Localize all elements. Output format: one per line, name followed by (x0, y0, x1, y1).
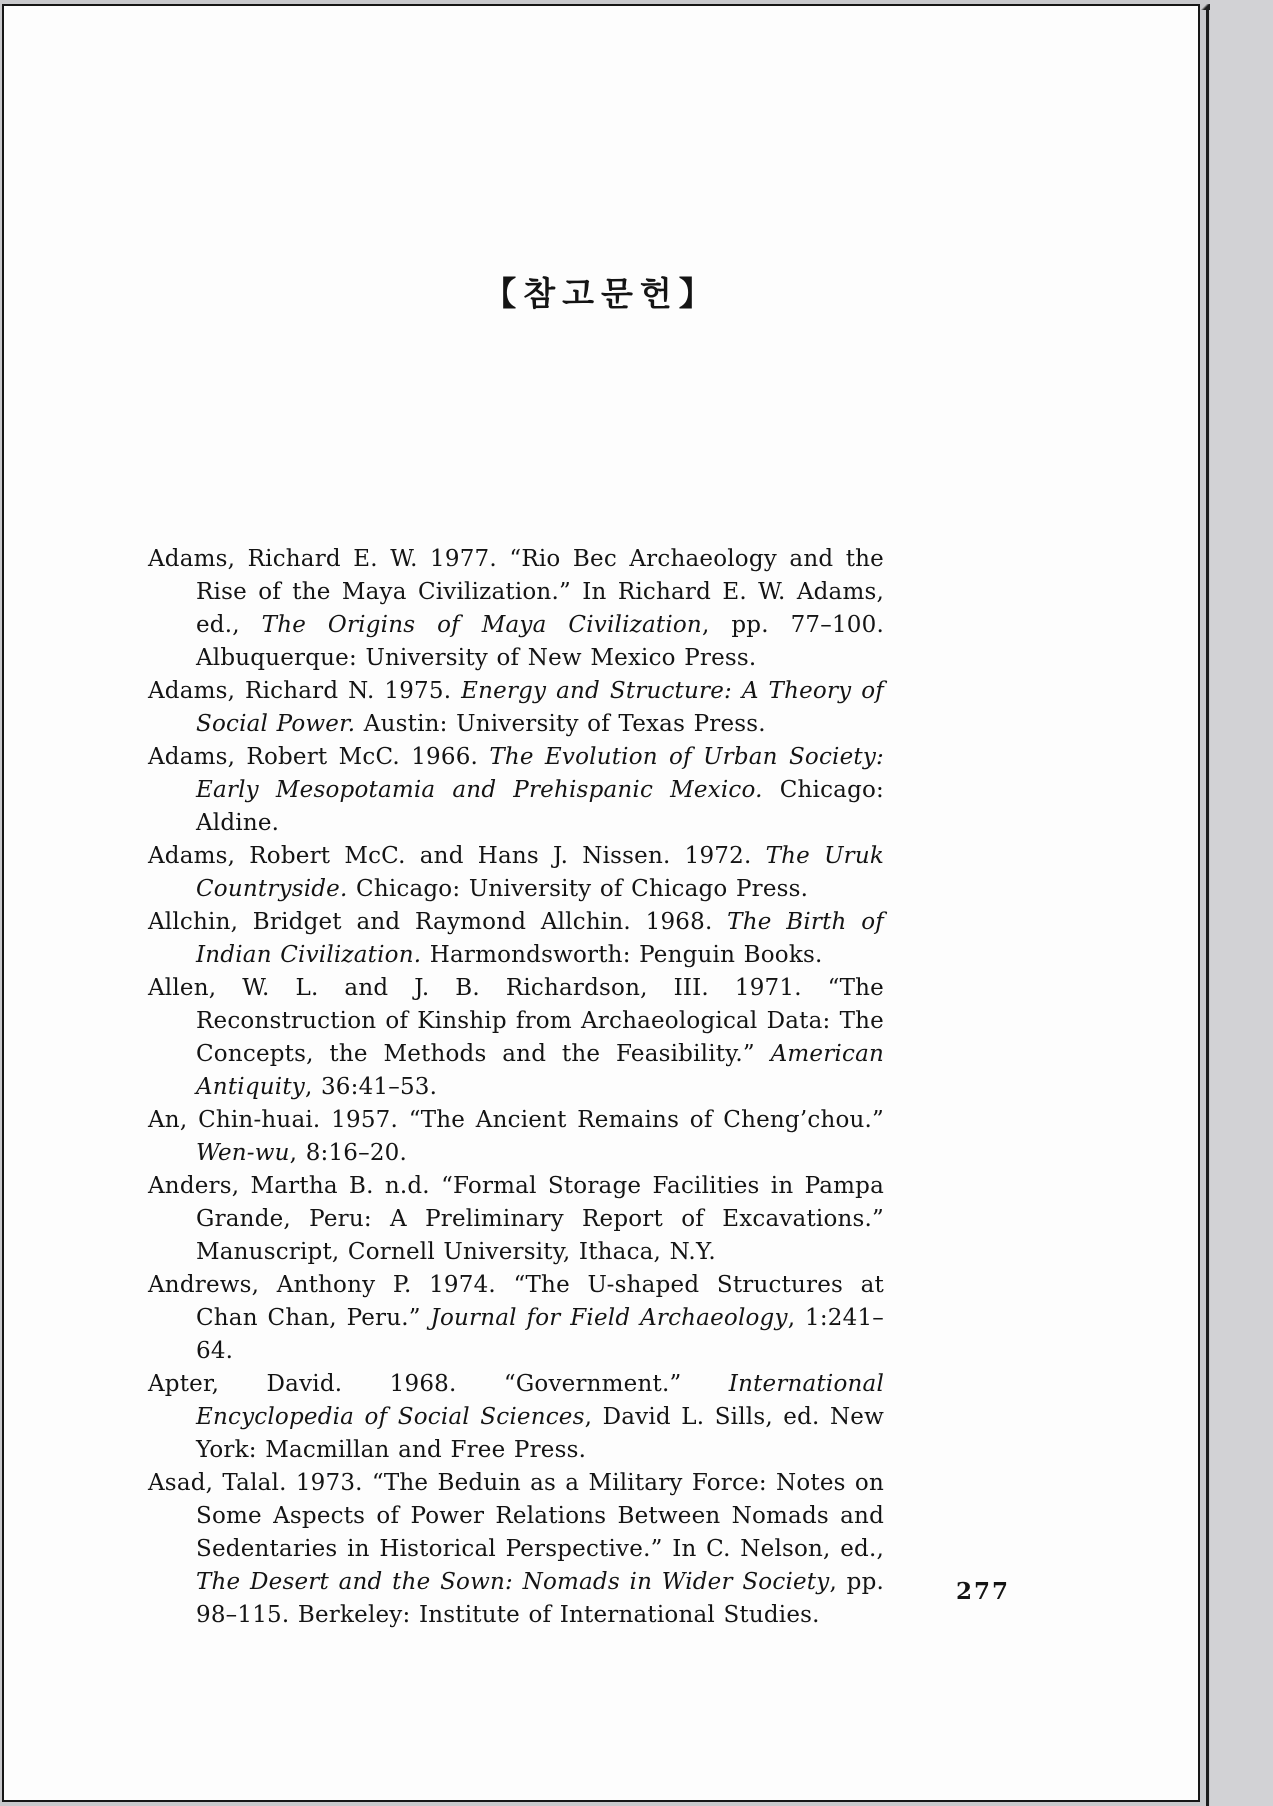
reference-text: An, Chin-huai. 1957. “The Ancient Remains of Cheng’chou.” (148, 1107, 884, 1133)
reference-entry (148, 1467, 884, 1632)
reference-title-italic: The Evolution of Urban Society: Early Mesopotamia and Prehispanic Mexico. (196, 744, 884, 803)
reference-text: Andrews, Anthony P. 1974. “The U-shaped Structures at Chan Chan, Peru.” (148, 1272, 884, 1331)
reference-title-italic: The Desert and the Sown: Nomads in Wider Society (196, 1569, 830, 1595)
reference-text: , pp. 98–115. Berkeley: Institute of International Studies. (196, 1569, 884, 1628)
reference-text: Chicago: Aldine. (196, 777, 885, 836)
reference-entry (148, 1368, 884, 1467)
reference-text: Apter, David. 1968. “Government.” (148, 1371, 729, 1397)
reference-text: , David L. Sills, ed. New York: Macmillan and Free Press. (196, 1404, 884, 1463)
reference-entry (148, 1104, 884, 1170)
reference-entry (148, 741, 884, 840)
page-edge-shadow (1206, 7, 1209, 1806)
reference-text: Asad, Talal. 1973. “The Beduin as a Military Force: Notes on Some Aspects of Power Relations Between Nomads and Sedentaries in Historical Perspective.” In C. Nelson, ed., (148, 1470, 884, 1562)
reference-text: Anders, Martha B. n.d. “Formal Storage Facilities in Pampa Grande, Peru: A Preliminary Report of Excavations.” Manuscript, Cornell University, Ithaca, N.Y. (148, 1173, 884, 1265)
reference-title-italic: American Antiquity (196, 1041, 884, 1100)
reference-title-italic: Wen-wu (196, 1140, 290, 1166)
reference-title-italic: International Encyclopedia of Social Sciences (196, 1371, 884, 1430)
reference-title-italic: The Uruk Countryside. (196, 843, 885, 902)
reference-text: Austin: University of Texas Press. (355, 711, 766, 737)
reference-entry (148, 1170, 884, 1269)
reference-text: Harmondsworth: Penguin Books. (421, 942, 823, 968)
reference-entry (148, 1269, 884, 1368)
reference-text: Chicago: University of Chicago Press. (347, 876, 809, 902)
reference-entry (148, 972, 884, 1104)
reference-title-italic: Journal for Field Archaeology (430, 1305, 788, 1331)
reference-title-italic: The Origins of Maya Civilization (261, 612, 702, 638)
reference-text: Adams, Richard N. 1975. (148, 678, 462, 704)
reference-text: Allchin, Bridget and Raymond Allchin. 1968. (148, 909, 728, 935)
reference-entry (148, 840, 884, 906)
reference-entry (148, 906, 884, 972)
reference-entry (148, 543, 884, 675)
book-page (2, 4, 1200, 1802)
page-title: 【참고문헌】 (483, 274, 719, 313)
scan-margin-right (1210, 0, 1273, 1806)
reference-text: Adams, Richard E. W. 1977. “Rio Bec Archaeology and the Rise of the Maya Civilization.” In Richard E. W. Adams, ed., (148, 546, 884, 638)
reference-title-italic: The Birth of Indian Civilization. (196, 909, 884, 968)
reference-text: Adams, Robert McC. and Hans J. Nissen. 1972. (148, 843, 766, 869)
reference-text: Allen, W. L. and J. B. Richardson, III. 1971. “The Reconstruction of Kinship from Archaeological Data: The Concepts, the Methods and the Feasibility.” (148, 975, 884, 1067)
page-number: 277 (956, 1578, 1011, 1605)
reference-title-italic: Energy and Structure: A Theory of Social Power. (196, 678, 884, 737)
reference-text: Adams, Robert McC. 1966. (148, 744, 490, 770)
reference-text: , pp. 77–100. Albuquerque: University of New Mexico Press. (196, 612, 884, 671)
references-list (148, 543, 884, 1632)
reference-entry (148, 675, 884, 741)
reference-text: , 1:241–64. (196, 1305, 884, 1364)
reference-text: , 8:16–20. (289, 1140, 408, 1166)
reference-text: , 36:41–53. (304, 1074, 438, 1100)
